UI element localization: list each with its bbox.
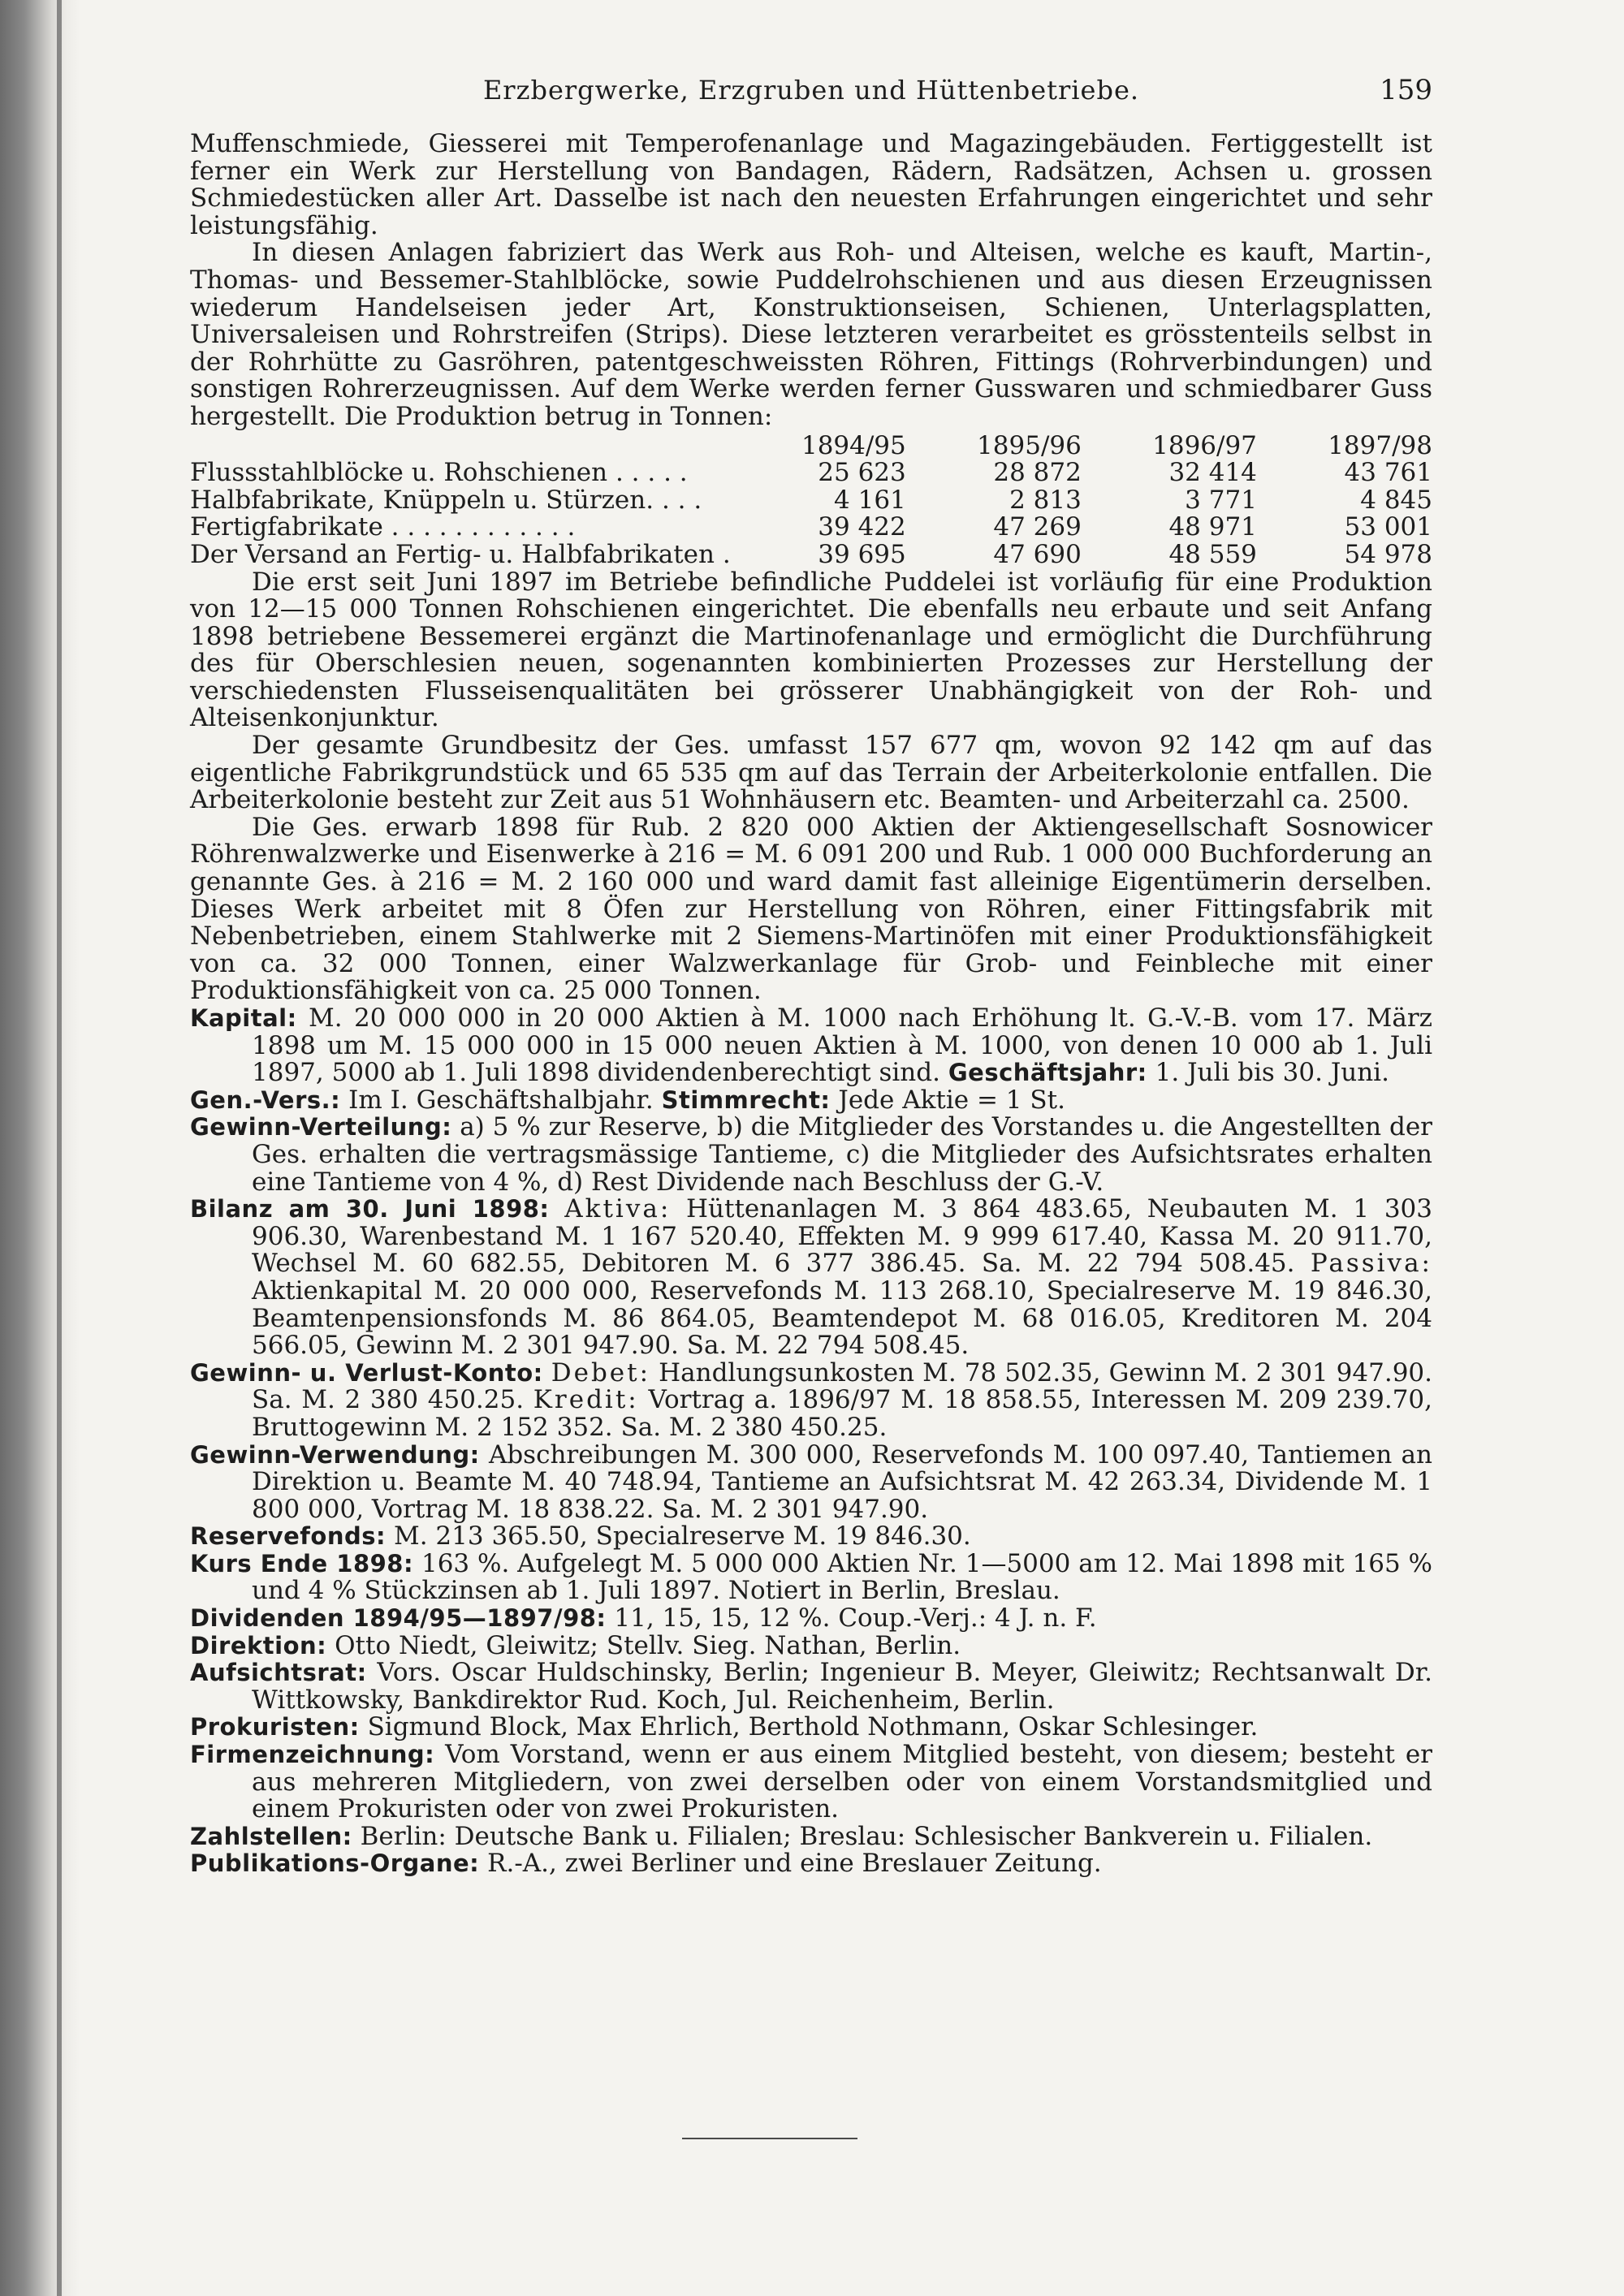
page-header (190, 74, 1432, 131)
table-cell: 32 414 (1168, 458, 1257, 488)
entry-text: 1. Juli bis 30. Juni. (1155, 1058, 1389, 1088)
entry-text: M. 20 000 000 in 20 000 Aktien à M. 1000 nach Erhöhung lt. G.-V.-B. vom 17. März 1898 um M. 15 000 000 in 15 000 neuen Aktien à M. 1000, von denen 10 000 ab 1. Juli 1897, 5000 ab 1. Juli 1898 dividendenberechtigt sind. (252, 1003, 1432, 1088)
year-header: 1896/97 (1152, 430, 1257, 460)
entry-zahlstellen (190, 1823, 1432, 1851)
entry-text: Vortrag a. 1896/97 M. 18 858.55, Interessen M. 209 239.70, Bruttogewinn M. 2 152 352. Sa. M. 2 380 450.25. (252, 1385, 1432, 1442)
entry-dividenden (190, 1605, 1432, 1633)
entry-text: Vors. Oscar Huldschinsky, Berlin; Ingenieur B. Meyer, Gleiwitz; Rechtsanwalt Dr. Wittkowsky, Bankdirektor Rud. Koch, Jul. Reichenheim, Berlin. (252, 1658, 1432, 1715)
entry-text: M. 213 365.50, Specialreserve M. 19 846.30. (393, 1521, 971, 1552)
year-header: 1895/96 (977, 430, 1082, 460)
entry-publikations-organe (190, 1850, 1432, 1878)
running-title: Erzbergwerke, Erzgruben und Hüttenbetriebe. (482, 75, 1140, 106)
entry-text: Hüttenanlagen M. 3 864 483.65, Neubauten M. 1 303 906.30, Warenbestand M. 1 167 520.40, Effekten M. 9 999 617.40, Kassa M. 20 911.70, Wechsel M. 60 682.55, Debitoren M. 6 377 386.45. Sa. M. 22 794 508.45. (252, 1194, 1432, 1279)
table-cell: 25 623 (818, 458, 906, 488)
entry-gewinn-verteilung (190, 1114, 1432, 1196)
table-cell: 39 695 (818, 539, 906, 569)
entry-text: 11, 15, 15, 12 %. Coup.-Verj.: 4 J. n. F. (614, 1603, 1097, 1634)
entry-label: Direktion: (190, 1631, 327, 1659)
entry-label: Firmenzeichnung: (190, 1741, 435, 1769)
document-page (190, 74, 1433, 1879)
entry-sublabel: Passiva: (1310, 1249, 1432, 1279)
table-row (190, 542, 1432, 569)
table-cell: 39 422 (818, 512, 906, 542)
entry-kurs (190, 1548, 1433, 1606)
entry-text: 163 %. Aufgelegt M. 5 000 000 Aktien Nr. 1—5000 am 12. Mai 1898 mit 165 % und 4 % Stückzinsen ab 1. Juli 1897. Notiert in Berlin, Breslau. (252, 1548, 1433, 1606)
entry-text: Handlungsunkosten M. 78 502.35, Gewinn M. 2 301 947.90. Sa. M. 2 380 450.25. (252, 1357, 1432, 1415)
paragraph-sosnowice: Die Ges. erwarb 1898 für Rub. 2 820 000 Aktien der Aktiengesellschaft Sosnowicer Röhrenwalzwerke und Eisenwerke à 216 = M. 6 091 200 und Rub. 1 000 000 Buchforderung an genannte Ges. à 216 = M. 2 160 000 und ward damit fast alleinige Eigentümerin derselben. Dieses Werk arbeitet mit 8 Öfen zur Herstellung von Röhren, einer Fittingsfabrik mit Nebenbetrieben, einem Stahlwerke mit 2 Siemens-Martinöfen mit einer Produktionsfähigkeit von ca. 32 000 Tonnen, einer Walzwerkanlage für Grob- und Feinbleche mit einer Produktionsfähigkeit von ca. 25 000 Tonnen. (190, 812, 1432, 1006)
entry-label: Geschäftsjahr: (948, 1059, 1147, 1087)
year-header: 1897/98 (1328, 430, 1432, 460)
entry-text: a) 5 % zur Reserve, b) die Mitglieder des Vorstandes u. die Angestellten der Ges. erhalten die vertragsmässige Tantieme, c) die Mitglieder des Aufsichtsrates erhalten eine Tantieme von 4 %, d) Rest Dividende nach Beschluss der G.-V. (252, 1112, 1433, 1197)
closing-rule (682, 2138, 857, 2139)
entry-sublabel: Debet: (551, 1357, 651, 1388)
entry-kapital (190, 1005, 1432, 1087)
row-label: Der Versand an Fertig- u. Halbfabrikaten . (190, 539, 731, 569)
row-label: Halbfabrikate, Knüppeln u. Stürzen. . . . (190, 485, 702, 515)
entry-text: Vom Vorstand, wenn er aus einem Mitglied besteht, von diesem; besteht er aus mehreren Mitgliedern, von zwei derselben oder von einem Vorstandsmitglied und einem Prokuristen oder von zwei Prokuristen. (252, 1740, 1432, 1824)
table-row (190, 460, 1432, 487)
paragraph-continuation: Muffenschmiede, Giesserei mit Temperofenanlage und Magazingebäuden. Fertiggestellt ist ferner ein Werk zur Herstellung von Bandagen, Rädern, Radsätzen, Achsen u. grossen Schmiedestücken aller Art. Dasselbe ist nach den neuesten Erfahrungen eingerichtet und sehr leistungsfähig. (190, 129, 1432, 240)
entry-label: Stimmrecht: (661, 1085, 831, 1114)
table-cell: 28 872 (993, 458, 1082, 488)
entry-label: Dividenden 1894/95—1897/98: (190, 1604, 607, 1633)
entry-aufsichtsrat (190, 1659, 1432, 1714)
paragraph-grundbesitz: Der gesamte Grundbesitz der Ges. umfasst 157 677 qm, wovon 92 142 qm auf das eigentliche Fabrikgrundstück und 65 535 qm auf das Terrain der Arbeiterkolonie entfallen. Die Arbeiterkolonie besteht zur Zeit aus 51 Wohnhäusern etc. Beamten- und Arbeiterzahl ca. 2500. (190, 731, 1432, 815)
entry-prokuristen (190, 1714, 1432, 1741)
entry-label: Gewinn-Verwendung: (190, 1440, 480, 1469)
entry-label: Gen.-Vers.: (190, 1085, 341, 1114)
entry-reservefonds (190, 1523, 1432, 1551)
table-cell: 54 978 (1344, 539, 1432, 569)
table-cell: 47 690 (993, 539, 1082, 569)
production-table (190, 430, 1432, 569)
entry-sublabel: Aktiva: (564, 1194, 672, 1224)
entry-label: Reservefonds: (190, 1522, 387, 1551)
entry-text: Otto Niedt, Gleiwitz; Stellv. Sieg. Nathan, Berlin. (335, 1630, 961, 1660)
table-row (190, 487, 1432, 515)
entry-text: Jede Aktie = 1 St. (838, 1085, 1065, 1115)
entry-bilanz (190, 1196, 1432, 1360)
table-cell: 43 761 (1344, 458, 1432, 488)
table-cell: 3 771 (1185, 485, 1257, 515)
entry-label: Zahlstellen: (190, 1822, 352, 1850)
entry-gewinn-verwendung (190, 1439, 1432, 1524)
entry-text: Aktienkapital M. 20 000 000, Reservefonds M. 113 268.10, Specialreserve M. 19 846.30, Beamtenpensionsfonds M. 86 864.05, Beamtendepot M. 68 016.05, Kreditoren M. 204 566.05, Gewinn M. 2 301 947.90. Sa. M. 22 794 508.45. (252, 1275, 1432, 1361)
table-cell: 4 161 (834, 485, 906, 515)
entry-text: Sigmund Block, Max Ehrlich, Berthold Nothmann, Oskar Schlesinger. (367, 1712, 1259, 1742)
entry-label: Publikations-Organe: (190, 1849, 480, 1878)
page-number: 159 (1380, 74, 1432, 106)
table-cell: 48 559 (1168, 539, 1257, 569)
entry-label: Aufsichtsrat: (190, 1659, 367, 1687)
entry-text: R.-A., zwei Berliner und eine Breslauer Zeitung. (487, 1849, 1102, 1879)
table-cell: 2 813 (1009, 485, 1082, 515)
entry-text: Im I. Geschäftshalbjahr. (348, 1085, 654, 1115)
entry-label: Kapital: (190, 1004, 297, 1032)
year-header: 1894/95 (801, 430, 906, 460)
entry-direktion (190, 1630, 1432, 1660)
book-spine-shadow (0, 0, 80, 2296)
table-cell: 48 971 (1168, 512, 1257, 542)
paragraph-production: In diesen Anlagen fabriziert das Werk aus Roh- und Alteisen, welche es kauft, Martin-, Thomas- und Bessemer-Stahlblöcke, sowie Puddelrohschienen und aus diesen Erzeugnissen wiederum Handelseisen jeder Art, Konstruktionseisen, Schienen, Unterlagsplatten, Universaleisen und Rohrstreifen (Strips). Diese letzteren verarbeitet es grösstenteils selbst in der Rohrhütte zu Gasröhren, patentgeschweissten Röhren, Fittings (Rohrverbindungen) und sonstigen Rohrerzeugnissen. Auf dem Werke werden ferner Gusswaren und schmiedbarer Guss hergestellt. Die Produktion betrug in Tonnen: (190, 238, 1432, 431)
entry-sublabel: Kredit: (533, 1385, 639, 1415)
entry-gewinn-verlust-konto (190, 1357, 1432, 1442)
entry-label: Gewinn-Verteilung: (190, 1113, 452, 1142)
production-header-row (190, 433, 1432, 460)
table-cell: 4 845 (1360, 485, 1432, 515)
entry-gen-vers (190, 1087, 1432, 1115)
entry-label: Prokuristen: (190, 1713, 360, 1741)
table-cell: 47 269 (993, 512, 1082, 542)
entry-firmenzeichnung (190, 1741, 1432, 1823)
spine-edge (57, 0, 62, 2296)
entry-label: Kurs Ende 1898: (190, 1549, 414, 1577)
row-label: Flussstahlblöcke u. Rohschienen . . . . . (190, 458, 688, 488)
entry-label: Gewinn- u. Verlust-Konto: (190, 1358, 543, 1387)
paragraph-puddelei: Die erst seit Juni 1897 im Betriebe befindliche Puddelei ist vorläufig für eine Produktion von 12—15 000 Tonnen Rohschienen eingerichtet. Die ebenfalls neu erbaute und seit Anfang 1898 betriebene Bessemerei ergänzt die Martinofenanlage und ermöglicht die Durchführung des für Oberschlesien neuen, sogenannten kombinierten Prozesses zur Herstellung der verschiedensten Flusseisenqualitäten bei grösserer Unabhängigkeit von der Roh- und Alteisenkonjunktur. (190, 567, 1432, 733)
table-cell: 53 001 (1344, 512, 1432, 542)
entry-text: Berlin: Deutsche Bank u. Filialen; Breslau: Schlesischer Bankverein u. Filialen. (360, 1821, 1373, 1851)
entry-label: Bilanz am 30. Juni 1898: (190, 1195, 550, 1224)
table-row (190, 514, 1432, 542)
row-label: Fertigfabrikate . . . . . . . . . . . . (190, 512, 576, 542)
entry-text: Abschreibungen M. 300 000, Reservefonds M. 100 097.40, Tantiemen an Direktion u. Beamte M. 40 748.94, Tantieme an Aufsichtsrat M. 42 263.34, Dividende M. 1 800 000, Vortrag M. 18 838.22. Sa. M. 2 301 947.90. (252, 1439, 1432, 1524)
